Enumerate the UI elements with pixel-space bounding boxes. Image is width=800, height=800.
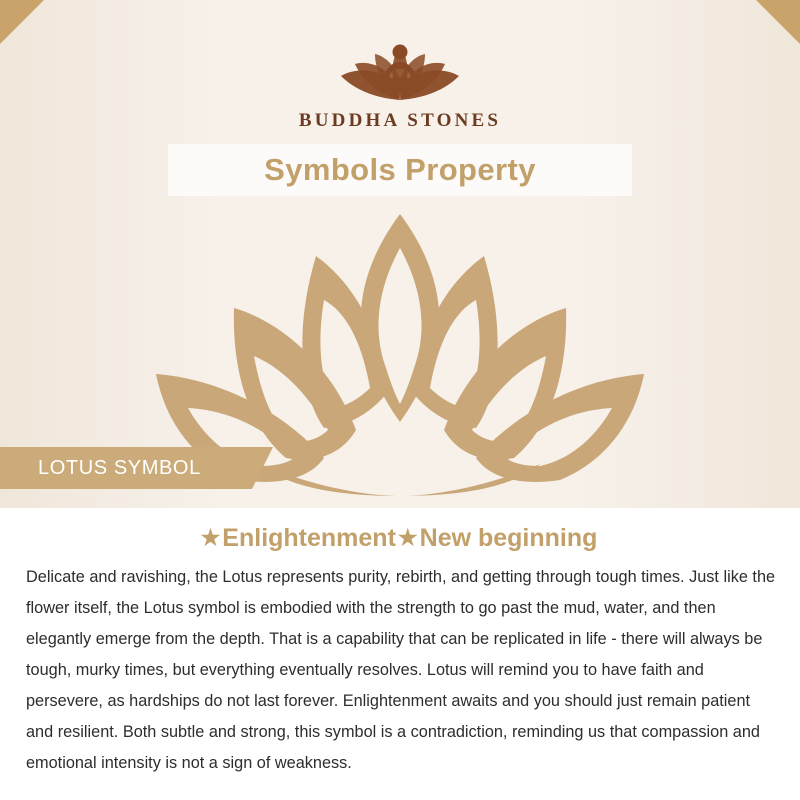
brand-name: BUDDHA STONES <box>298 110 502 131</box>
lotus-meditation-figure-icon <box>305 18 495 108</box>
description-panel <box>0 508 800 800</box>
keywords-headline <box>0 524 800 553</box>
lotus-symbol-ribbon <box>0 447 252 489</box>
star-icon-left: ★ <box>200 525 221 550</box>
page-title: Symbols Property <box>264 152 536 187</box>
brand-header <box>0 18 800 132</box>
ribbon-label: LOTUS SYMBOL <box>38 457 201 479</box>
star-icon-middle: ★ <box>397 525 418 550</box>
title-banner <box>168 144 632 196</box>
keyword-new-beginning: New beginning <box>419 524 598 552</box>
description-paragraph: Delicate and ravishing, the Lotus represents purity, rebirth, and getting through tough times. Just like the flower itself, the Lotus symbol is embodied with the strength to go past the mud, water, and then elegantly emerge from the depth. That is a capability that can be replicated in life - there will always be tough, murky times, but everything eventually resolves. Lotus will remind you to have faith and persevere, as hardships do not last forever. Enlightenment awaits and you should just remain patient and resilient. Both subtle and strong, this symbol is a contradiction, reminding us that compassion and emotional intensity is not a sign of weakness. <box>26 568 776 772</box>
keyword-enlightenment: Enlightenment <box>222 524 396 552</box>
